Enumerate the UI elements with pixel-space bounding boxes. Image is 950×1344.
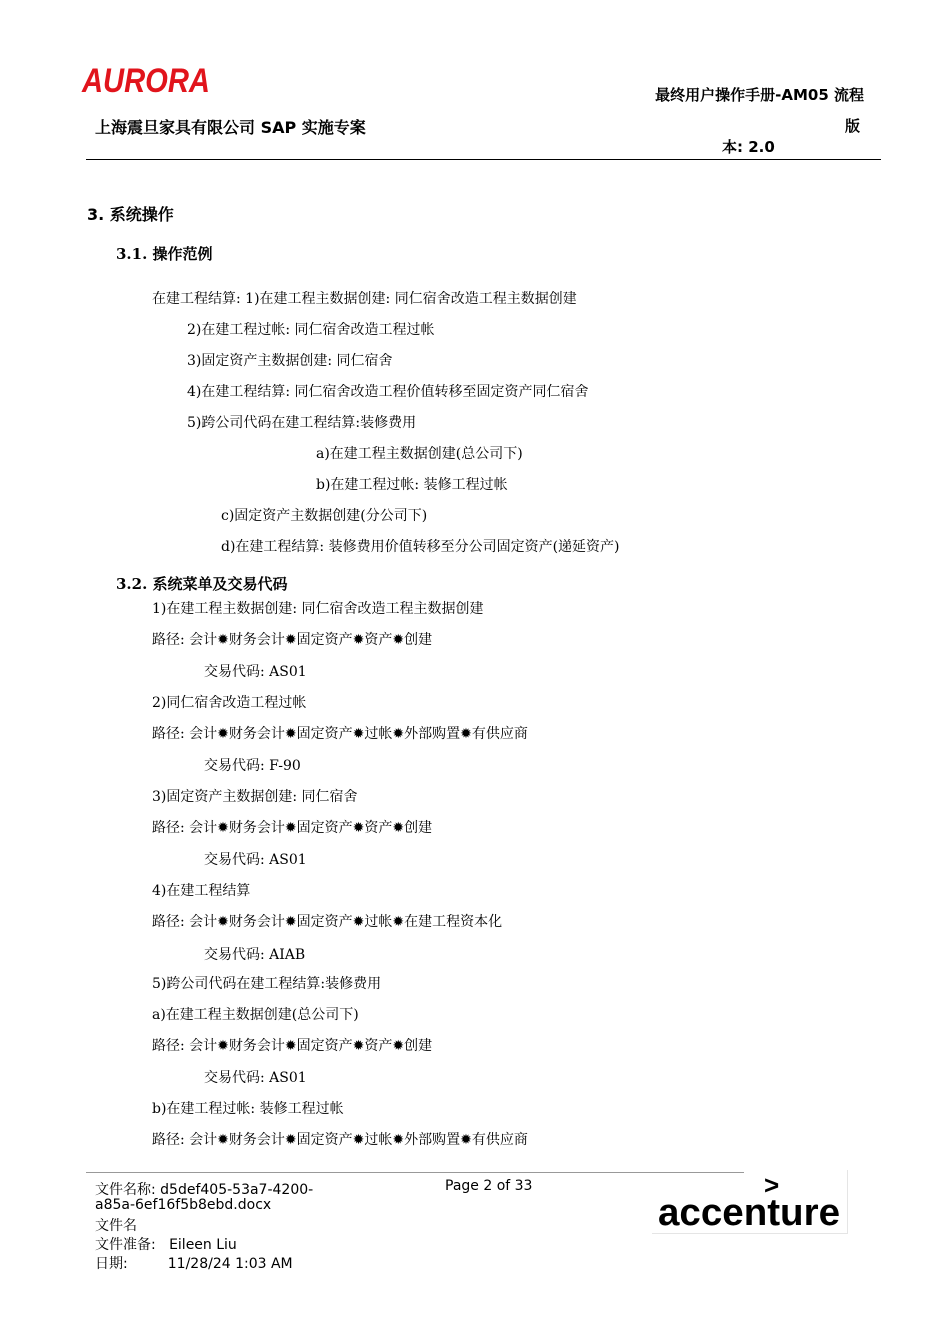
subsection-heading-3-1: 3.1. 操作范例 <box>116 245 213 263</box>
header-company: 上海震旦家具有限公司 SAP 实施专案 <box>95 118 366 137</box>
example-line: 4)在建工程结算: 同仁宿舍改造工程价值转移至固定资产同仁宿舍 <box>187 384 589 400</box>
menu-path: 路径: 会计✹财务会计✹固定资产✹过帐✹外部购置✹有供应商 <box>152 726 528 742</box>
header-doc-title-cont: 版 <box>845 117 861 135</box>
example-line: b)在建工程过帐: 装修工程过帐 <box>316 477 508 493</box>
transaction-code: 交易代码: AS01 <box>204 1070 307 1086</box>
example-line: 5)跨公司代码在建工程结算:装修费用 <box>187 415 417 431</box>
subsection-heading-3-2: 3.2. 系统菜单及交易代码 <box>116 575 288 593</box>
accenture-logo-text: accenture <box>658 1192 840 1234</box>
accenture-logo-mark: > <box>764 1170 780 1200</box>
footer-date: 日期: 11/28/24 1:03 AM <box>95 1256 293 1272</box>
accenture-logo <box>652 1170 848 1236</box>
footer-divider <box>86 1172 744 1173</box>
menu-line: 2)同仁宿舍改造工程过帐 <box>152 695 307 711</box>
transaction-code: 交易代码: F-90 <box>204 758 301 774</box>
menu-line: 3)固定资产主数据创建: 同仁宿舍 <box>152 789 358 805</box>
footer-prepared-by: 文件准备: Eileen Liu <box>95 1237 237 1253</box>
example-line: a)在建工程主数据创建(总公司下) <box>316 446 523 462</box>
section-heading: 3. 系统操作 <box>87 205 174 224</box>
menu-line: 5)跨公司代码在建工程结算:装修费用 <box>152 976 382 992</box>
footer-file-name-cont: a85a-6ef16f5b8ebd.docx <box>95 1197 272 1213</box>
menu-path: 路径: 会计✹财务会计✹固定资产✹资产✹创建 <box>152 1038 433 1054</box>
menu-line: 1)在建工程主数据创建: 同仁宿舍改造工程主数据创建 <box>152 601 484 617</box>
menu-path: 路径: 会计✹财务会计✹固定资产✹资产✹创建 <box>152 820 433 836</box>
header-divider <box>86 159 881 160</box>
menu-path: 路径: 会计✹财务会计✹固定资产✹过帐✹在建工程资本化 <box>152 914 503 930</box>
footer-file-name: 文件名称: d5def405-53a7-4200- <box>95 1182 314 1198</box>
aurora-logo <box>81 62 212 100</box>
menu-path: 路径: 会计✹财务会计✹固定资产✹过帐✹外部购置✹有供应商 <box>152 1132 528 1148</box>
header-version: 本: 2.0 <box>722 138 775 156</box>
header-doc-title: 最终用户操作手册-AM05 流程 <box>655 86 864 104</box>
transaction-code: 交易代码: AS01 <box>204 664 307 680</box>
transaction-code: 交易代码: AS01 <box>204 852 307 868</box>
example-line: 2)在建工程过帐: 同仁宿舍改造工程过帐 <box>187 322 435 338</box>
footer-file-label: 文件名 <box>95 1218 137 1234</box>
aurora-logo-text: AURORA <box>81 62 210 100</box>
menu-line: b)在建工程过帐: 装修工程过帐 <box>152 1101 344 1117</box>
menu-path: 路径: 会计✹财务会计✹固定资产✹资产✹创建 <box>152 632 433 648</box>
footer-page-number: Page 2 of 33 <box>445 1178 533 1194</box>
menu-line: a)在建工程主数据创建(总公司下) <box>152 1007 359 1023</box>
example-line: d)在建工程结算: 装修费用价值转移至分公司固定资产(递延资产) <box>221 539 620 555</box>
example-line: 在建工程结算: 1)在建工程主数据创建: 同仁宿舍改造工程主数据创建 <box>152 291 577 307</box>
example-line: 3)固定资产主数据创建: 同仁宿舍 <box>187 353 393 369</box>
transaction-code: 交易代码: AIAB <box>204 947 306 963</box>
menu-line: 4)在建工程结算 <box>152 883 251 899</box>
example-line: c)固定资产主数据创建(分公司下) <box>221 508 428 524</box>
